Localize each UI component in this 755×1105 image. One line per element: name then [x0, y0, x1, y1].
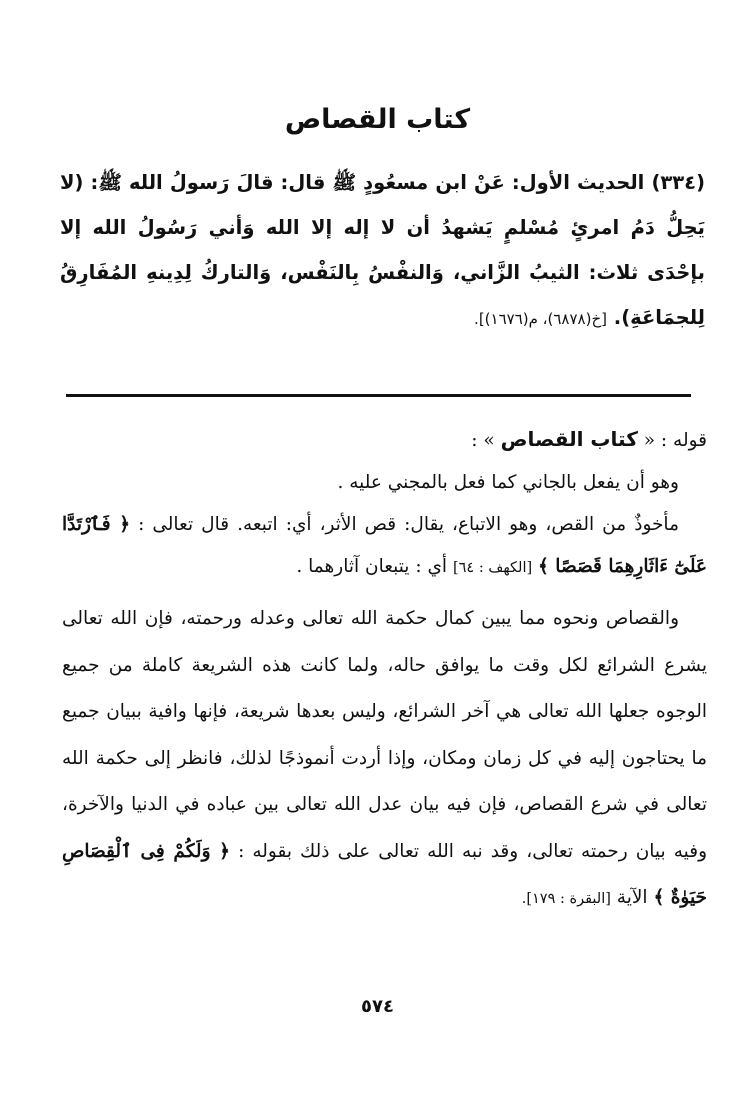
commentary-heading [62, 418, 707, 462]
etymology-end: أي : يتبعان آثارهما . [296, 556, 448, 577]
quran-verse-baqara: ﴿ وَلَكُمْ فِى ٱلْقِصَاصِ حَيَوٰةٌ ﴾ [62, 840, 707, 908]
page-number: ٥٧٤ [361, 996, 394, 1017]
separator-line [66, 394, 691, 397]
chapter-title: كتاب القصاص [284, 104, 471, 135]
hadith-narration: عَنْ ابن مسعُودٍ ﷺ قال: قالَ رَسولُ الله ﷺ: (لا يَحِلُّ دَمُ امرئٍ مُسْلمٍ يَشهدُ أن لا إله إلا الله وَأني رَسُولُ الله إلا بإحْدَى ثلاث: الثيبُ الزَّاني، وَالنفْسُ بِالنَفْس، وَالتاركُ لِدِينهِ المُفَارِقُ لِلجمَاعَةِ). [60, 171, 705, 329]
verse-reference-baqara: [البقرة : ١٧٩]. [521, 891, 611, 907]
hadith-block [60, 160, 705, 342]
hadith-number: (٣٣٤) [651, 171, 705, 194]
heading-prefix: قوله : « [643, 430, 707, 451]
verse-tail: الآية [616, 887, 648, 908]
paragraph-body: والقصاص ونحوه مما يبين كمال حكمة الله تعالى وعدله ورحمته، فإن الله تعالى يشرع الشرائع لكل وقت ما يوافق حاله، ولما كانت هذه الشريعة كاملة من جميع الوجوه جعلها الله تعالى هي آخر الشرائع، وليس بعدها شريعة، فإنها وافية ببيان جميع ما يحتاجون إليه في كل زمان ومكان، وإذا أردت أنموذجًا لذلك، فانظر إلى حكمة الله تعالى في شرع القصاص، فإن فيه بيان عدل الله تعالى بين عباده في الدنيا والآخرة، وفيه بيان رحمته تعالى، وقد نبه الله تعالى على ذلك بقوله : [62, 608, 707, 862]
hadith-reference: [خ(٦٨٧٨)، م(١٦٧٦)]. [474, 310, 607, 328]
heading-suffix: » : [471, 430, 495, 451]
main-paragraph [62, 596, 707, 923]
quran-verse-kahf: ﴿ فَٱرْتَدَّا عَلَىٰٓ ءَاثَارِهِمَا قَصَصًا ﴾ [62, 514, 707, 577]
etymology-intro: مأخوذٌ من القص، وهو الاتباع، يقال: قص الأثر، أي: اتبعه. قال تعالى : [138, 514, 679, 535]
etymology-text [62, 504, 707, 589]
commentary-block [62, 418, 707, 923]
definition-content: وهو أن يفعل بالجاني كما فعل بالمجني عليه . [337, 472, 679, 493]
definition-text [62, 462, 707, 504]
hadith-label: الحديث الأول: [511, 171, 645, 194]
verse-reference-kahf: [الكهف : ٦٤] [452, 560, 533, 576]
heading-book-title: كتاب القصاص [500, 427, 638, 451]
